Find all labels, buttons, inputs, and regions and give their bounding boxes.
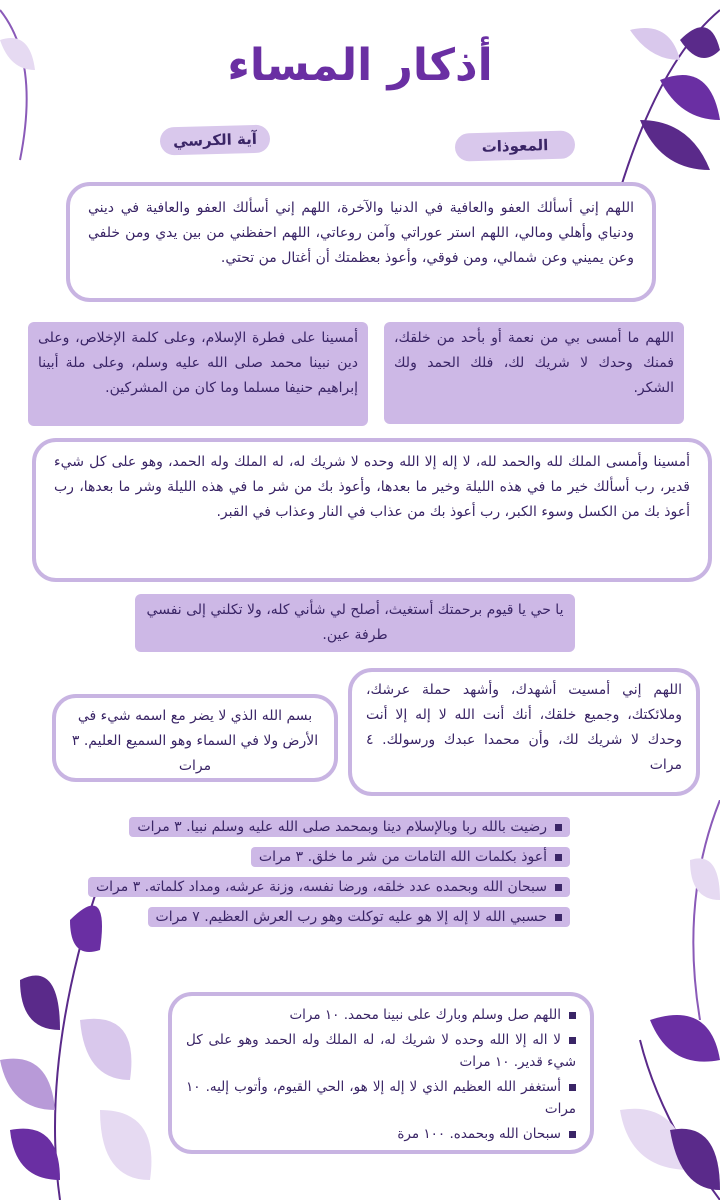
- list-item: حسبي الله لا إله إلا هو عليه توكلت وهو رب العرش العظيم. ٧ مرات: [30, 902, 570, 932]
- list-item: سبحان الله وبحمده عدد خلقه، ورضا نفسه، وزنة عرشه، ومداد كلماته. ٣ مرات: [30, 872, 570, 902]
- list-item: اللهم صل وسلم وبارك على نبينا محمد. ١٠ مرات: [186, 1004, 576, 1026]
- zikr-text: أمسينا على فطرة الإسلام، وعلى كلمة الإخلاص، وعلى دين نبينا محمد صلى الله عليه وسلم، وعلى ملة أبينا إبراهيم حنيفا مسلما وما كان من المشركين.: [38, 330, 358, 396]
- zikr-box-list-2: [168, 992, 594, 1154]
- zikr-list-1: [30, 812, 570, 932]
- list-item: أستغفر الله العظيم الذي لا إله إلا هو، الحي القيوم، وأتوب إليه. ١٠ مرات: [186, 1079, 576, 1117]
- zikr-highlight-nima: [384, 322, 684, 424]
- page-title: أذكار المساء: [227, 40, 493, 91]
- zikr-box-mulk: [32, 438, 712, 582]
- list-item: لا اله إلا الله وحده لا شريك له، له الملك وله الحمد وهو على كل شيء قدير. ١٠ مرات: [186, 1032, 576, 1070]
- list-item: أعوذ بكلمات الله التامات من شر ما خلق. ٣ مرات: [30, 842, 570, 872]
- tag-muawwidhat: المعوذات: [455, 130, 576, 161]
- zikr-text: أمسينا وأمسى الملك لله والحمد لله، لا إله إلا الله وحده لا شريك له، له الملك وله الحمد، وهو على كل شيء قدير، رب أسألك خير ما في هذه الليلة وخير ما بعدها، وأعوذ بك من شر ما في هذه الليلة وشر ما بعدها، رب أعوذ بك من الكسل وسوء الكبر، رب أعوذ بك من عذاب في النار وعذاب في القبر.: [54, 454, 690, 520]
- tag-ayat-kursi: آية الكرسي: [160, 125, 271, 156]
- zikr-box-bismillah: [52, 694, 338, 782]
- zikr-highlight-hayy: [135, 594, 575, 652]
- zikr-box-afw: [66, 182, 656, 302]
- leaves-middle-right-decoration: [660, 800, 720, 1020]
- zikr-text: بسم الله الذي لا يضر مع اسمه شيء في الأرض ولا في السماء وهو السميع العليم. ٣ مرات: [71, 708, 319, 774]
- list-item: رضيت بالله ربا وبالإسلام دينا وبمحمد صلى الله عليه وسلم نبيا. ٣ مرات: [30, 812, 570, 842]
- zikr-text: اللهم ما أمسى بي من نعمة أو بأحد من خلقك، فمنك وحدك لا شريك لك، فلك الحمد ولك الشكر.: [394, 330, 674, 396]
- leaves-top-right-decoration: [560, 0, 720, 200]
- zikr-box-ashhaduk: [348, 668, 700, 796]
- zikr-highlight-fitra: [28, 322, 368, 426]
- zikr-text: اللهم إني أمسيت أشهدك، وأشهد حملة عرشك، وملائكتك، وجميع خلقك، أنك أنت الله لا إله إلا أنت وحدك لا شريك لك، وأن محمدا عبدك ورسولك. ٤ مرات: [366, 682, 682, 773]
- zikr-text: اللهم إني أسألك العفو والعافية في الدنيا والآخرة، اللهم إني أسألك العفو والعافية في ديني ودنياي وأهلي ومالي، اللهم استر عوراتي وآمن روعاتي، اللهم احفظني من بين يدي ومن خلفي وعن يميني وعن شمالي، ومن فوقي، وأعوذ بعظمتك أن أغتال من تحتي.: [88, 200, 634, 266]
- zikr-text: يا حي يا قيوم برحمتك أستغيث، أصلح لي شأني كله، ولا تكلني إلى نفسي طرفة عين.: [146, 602, 564, 643]
- list-item: سبحان الله وبحمده. ١٠٠ مرة: [186, 1123, 576, 1145]
